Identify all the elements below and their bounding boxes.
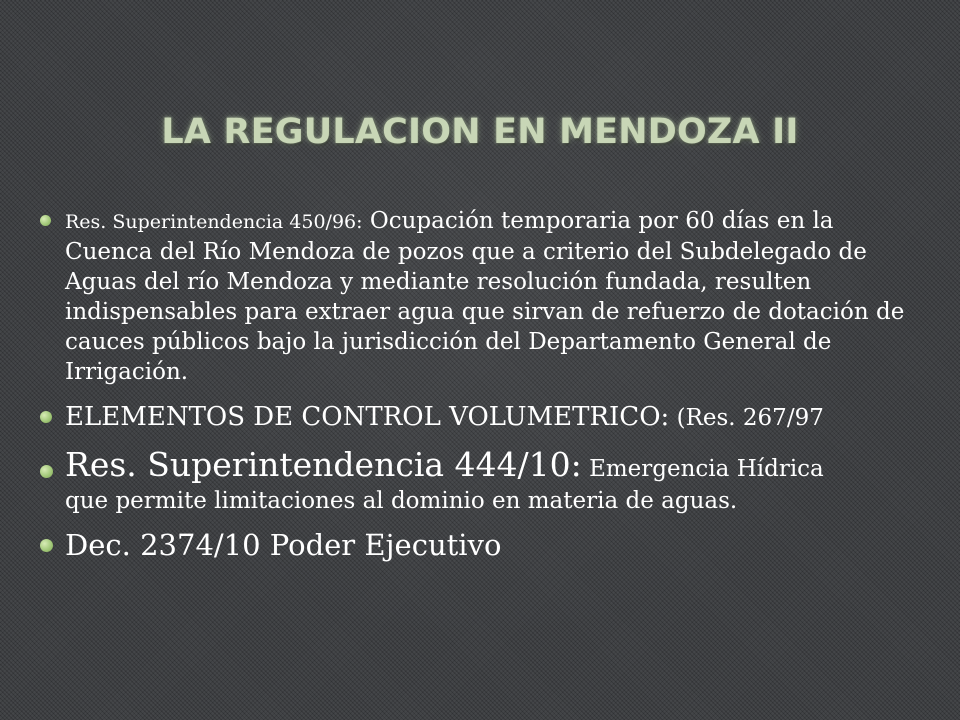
bullet-item-res-444-10 [40, 445, 920, 518]
bullet-dot-icon [40, 215, 51, 226]
bullet-text: Ocupación temporaria por 60 días en la Cuenca del Río Mendoza de pozos que a criterio del Subdelegado de Aguas del río Mendoza y mediante resolución fundada, resulten indispensables para extraer agua que sirvan de refuerzo de dotación de cauces públicos bajo la jurisdicción del Departamento General de Irrigación. [65, 208, 905, 385]
bullet-lead: ELEMENTOS DE CONTROL VOLUMETRICO: [65, 402, 670, 432]
bullet-dot-icon [40, 539, 53, 552]
bullet-item-res-450-96 [40, 206, 920, 387]
bullet-lead: Res. Superintendencia 444/10: [65, 445, 582, 484]
bullet-text: (Res. 267/97 [669, 405, 824, 431]
bullet-dot-icon [40, 411, 52, 423]
bullet-item-dec-2374-10 [40, 526, 920, 564]
bullet-lead: Res. Superintendencia 450/96: [65, 211, 363, 233]
slide-title: LA REGULACION EN MENDOZA II [161, 112, 799, 152]
bullet-item-control-volumetrico [40, 401, 920, 435]
bullet-dot-icon [40, 465, 53, 478]
bullet-text-continuation: que permite limitaciones al dominio en materia de aguas. [65, 488, 738, 514]
bullet-lead: Dec. 2374/10 Poder Ejecutivo [65, 528, 502, 562]
bullet-text: Emergencia Hídrica [581, 456, 824, 482]
bullet-list [40, 206, 920, 564]
